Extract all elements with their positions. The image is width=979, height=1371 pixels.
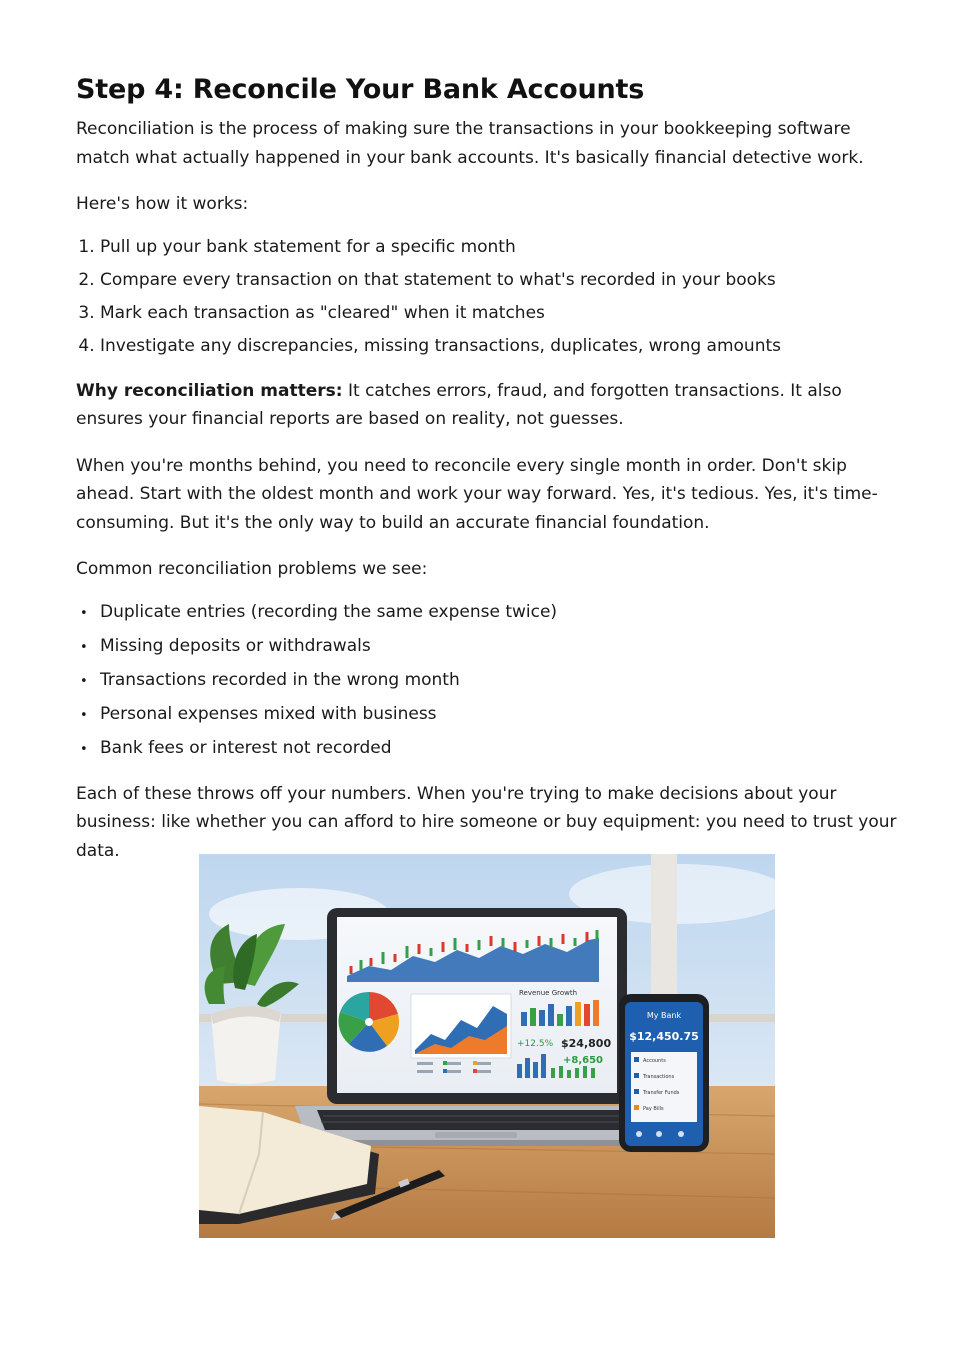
phone-menu-item: Transactions [643,1074,675,1080]
laptop-phone-illustration [199,854,775,1238]
phone-title: My Bank [646,1011,682,1020]
problems-list [76,596,906,766]
steps-list [76,231,906,363]
phone-menu-item: Transfer Funds [643,1090,680,1096]
illustration-svg [199,854,775,1238]
step-item: 1. Pull up your bank statement for a specific month [100,231,906,264]
pct-change-label: +12.5% [517,1039,554,1049]
problem-item: • Duplicate entries (recording the same expense twice) [80,596,906,630]
step-item: 2. Compare every transaction on that statement to what's recorded in your books [100,264,906,297]
problem-item: • Personal expenses mixed with business [80,698,906,732]
problem-item: • Bank fees or interest not recorded [80,732,906,766]
amount-label: $24,800 [561,1037,612,1050]
step-item: 4. Investigate any discrepancies, missing transactions, duplicates, wrong amounts [100,330,906,363]
problem-item: • Missing deposits or withdrawals [80,630,906,664]
why-paragraph [76,377,906,434]
why-text: It catches errors, fraud, and forgotten transactions. It also ensures your financial reports are based on reality, not guesses. [76,380,842,429]
phone [619,994,709,1152]
phone-menu-item: Pay Bills [643,1106,664,1112]
revenue-growth-label: Revenue Growth [519,989,578,997]
phone-balance: $12,450.75 [629,1030,699,1043]
phone-menu-item: Accounts [643,1058,666,1064]
how-it-works-lead: Here's how it works: [76,194,249,214]
delta-label: +8,650 [563,1055,604,1066]
behind-paragraph: When you're months behind, you need to reconcile every single month in order. Don't skip ahead. Start with the oldest month and work your way forward. Yes, it's tedious. Yes, it's time-consuming. But it's the only way to build an accurate financial foundation. [76,455,878,533]
article-body [76,74,906,883]
intro-paragraph: Reconciliation is the process of making sure the transactions in your bookkeeping software match what actually happened in your bank accounts. It's basically financial detective work. [76,119,864,168]
why-label: Why reconciliation matters: [76,380,343,401]
step-item: 3. Mark each transaction as "cleared" when it matches [100,297,906,330]
laptop [295,908,659,1146]
problem-item: • Transactions recorded in the wrong month [80,664,906,698]
closing-paragraph: Each of these throws off your numbers. When you're trying to make decisions about your business: like whether you can afford to hire someone or buy equipment: you need to trust your data. [76,783,897,861]
page-title: Step 4: Reconcile Your Bank Accounts [76,74,645,105]
problems-lead: Common reconciliation problems we see: [76,559,428,579]
